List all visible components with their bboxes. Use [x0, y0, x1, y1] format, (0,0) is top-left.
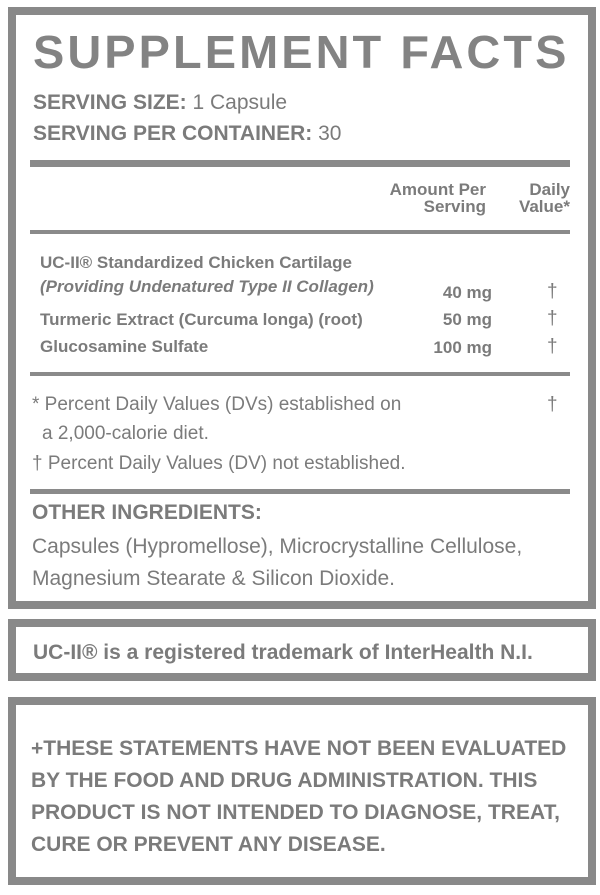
ingredient-subtitle: (Providing Undenatured Type II Collagen): [40, 277, 374, 296]
footnote-dv-line1: * Percent Daily Values (DVs) established on: [32, 394, 402, 415]
page-title: SUPPLEMENT FACTS: [33, 26, 570, 78]
ingredient-name: Glucosamine Sulfate: [40, 337, 209, 356]
fda-disclaimer: [31, 733, 576, 861]
amount-per-serving-header: [360, 181, 486, 215]
other-ingredients-line2: Magnesium Stearate & Silicon Dioxide.: [32, 567, 396, 590]
dv-header-line2: Value*: [518, 197, 570, 216]
disclaimer-line: CURE OR PREVENT ANY DISEASE.: [31, 833, 386, 856]
ingredient-amount: 100 mg: [433, 338, 492, 357]
footnote-divider: [30, 372, 570, 376]
serving-size-value: 1 Capsule: [192, 91, 288, 114]
trademark-notice: UC-II® is a registered trademark of InterHealth N.I.: [33, 641, 533, 664]
supplement-facts-panel: [8, 7, 596, 609]
ingredient-daily-value: †: [547, 281, 558, 302]
ingredient-daily-value: †: [547, 308, 558, 329]
disclaimer-line: BY THE FOOD AND DRUG ADMINISTRATION. THIS: [31, 769, 538, 792]
servings-per-container: [33, 122, 341, 146]
ingredient-amount: 50 mg: [442, 310, 492, 329]
dv-header-line1: Daily: [529, 180, 570, 199]
trademark-panel: [8, 619, 596, 681]
footnote-dagger: †: [547, 394, 558, 415]
serving-size: [33, 91, 287, 115]
other-ingredients-line1: Capsules (Hypromellose), Microcrystalline Cellulose,: [32, 535, 523, 558]
other-ingredients-divider: [30, 489, 570, 494]
servings-per-container-label: SERVING PER CONTAINER:: [33, 122, 313, 145]
ingredient-name: Turmeric Extract (Curcuma longa) (root): [40, 310, 363, 329]
ingredient-daily-value: †: [547, 336, 558, 357]
serving-size-label: SERVING SIZE:: [33, 91, 187, 114]
footnote-dv-line2: a 2,000-calorie diet.: [42, 423, 209, 444]
ingredient-name: UC-II® Standardized Chicken Cartilage: [40, 253, 352, 272]
amount-header-line1: Amount Per: [389, 180, 486, 199]
thick-divider: [30, 160, 570, 167]
fda-disclaimer-panel: [8, 697, 596, 885]
footnote-dagger-note: † Percent Daily Values (DV) not established.: [32, 453, 406, 474]
ingredient-amount: 40 mg: [442, 283, 492, 302]
other-ingredients-heading: OTHER INGREDIENTS:: [32, 501, 262, 524]
amount-header-line2: Serving: [423, 197, 486, 216]
disclaimer-line: +THESE STATEMENTS HAVE NOT BEEN EVALUATED: [31, 737, 567, 760]
servings-per-container-value: 30: [318, 122, 342, 145]
disclaimer-line: PRODUCT IS NOT INTENDED TO DIAGNOSE, TREAT,: [31, 801, 560, 824]
daily-value-header: [506, 181, 570, 215]
header-divider: [30, 230, 570, 234]
